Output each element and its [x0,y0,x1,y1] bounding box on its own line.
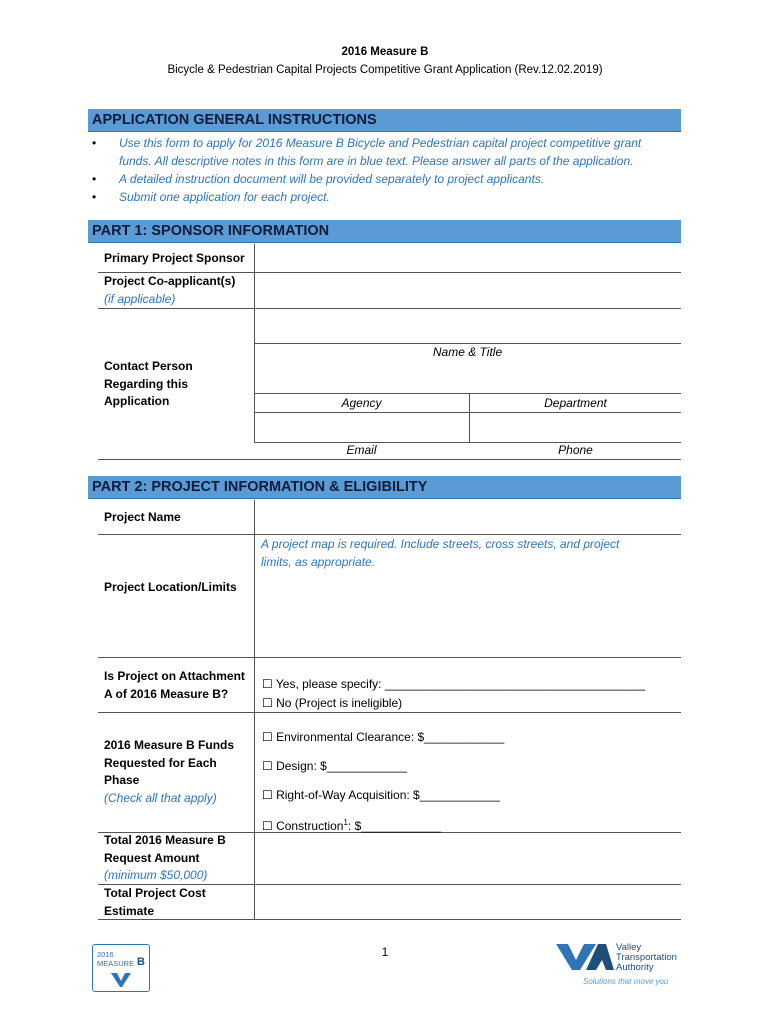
design-checkbox[interactable]: ☐ Design: $____________ [262,759,407,773]
row-divider [98,308,681,309]
instructions-heading: APPLICATION GENERAL INSTRUCTIONS [88,109,681,132]
vta-name-line: Authority [616,962,654,973]
contact-label-line: Regarding this [104,376,189,391]
cost-label-line: Estimate [104,903,155,918]
location-note-line: A project map is required. Include streets, cross streets, and project [261,537,620,551]
project-name-field[interactable] [256,501,680,533]
coapplicant-note: (if applicable) [104,291,176,306]
vta-name [616,943,677,973]
project-location-field[interactable] [256,574,680,656]
attachment-label-line: A of 2016 Measure B? [104,686,229,701]
coapplicant-label [104,273,235,308]
location-note-line: limits, as appropriate. [261,554,376,569]
vta-logo-icon [556,942,614,972]
row-divider [254,343,681,344]
bullet-2: • [92,172,97,186]
construction-amount: : $____________ [347,819,442,833]
total-request-label [104,832,226,885]
total-note: (minimum $50,000) [104,868,208,882]
primary-sponsor-field[interactable] [256,246,680,271]
funds-label-line: 2016 Measure B Funds [104,738,235,752]
email-field[interactable] [256,414,468,441]
row-divider [98,534,681,535]
construction-label: ☐ Construction [262,819,344,833]
attachment-no-checkbox[interactable]: ☐ No (Project is ineligible) [262,696,403,710]
total-cost-field[interactable] [256,886,680,918]
construction-footnote: 1 [343,818,348,827]
total-label-line: Total 2016 Measure B [104,833,226,847]
vta-mark-icon [111,973,133,987]
funds-requested-label [104,737,234,807]
contact-label-line: Application [104,394,170,408]
project-name-label: Project Name [104,510,181,524]
instruction-item-2: A detailed instruction document will be provided separately to project applicants. [119,172,545,186]
contact-person-label [104,358,193,411]
contact-label-line: Contact Person [104,359,193,373]
attachment-label-line: Is Project on Attachment [104,669,245,683]
row-divider [254,412,681,413]
agency-caption: Agency [341,396,382,410]
funds-note: (Check all that apply) [104,790,217,805]
phone-field[interactable] [471,414,680,441]
logo-measure: MEASURE [97,959,135,968]
total-cost-label [104,885,206,920]
bullet-3: • [92,190,97,204]
name-title-field[interactable] [256,310,680,342]
environmental-clearance-checkbox[interactable]: ☐ Environmental Clearance: $____________ [262,730,505,744]
row-divider [98,712,681,713]
vta-name-line: Transportation [616,952,677,963]
row-divider [98,459,681,460]
instructions-list [92,134,682,206]
vta-name-line: Valley [616,942,642,953]
row-divider [254,393,681,394]
agency-department-field[interactable] [256,362,680,392]
attachment-yes-checkbox[interactable]: ☐ Yes, please specify: _______________________________________ [262,677,646,691]
attachment-a-label [104,668,245,703]
document-title: 2016 Measure B [341,46,429,58]
funds-label-line: Requested for Each [104,755,217,770]
cost-label-line: Total Project Cost [104,886,206,900]
part2-heading: PART 2: PROJECT INFORMATION & ELIGIBILITY [88,476,681,499]
vta-tagline: Solutions that move you [583,977,669,986]
part1-heading: PART 1: SPONSOR INFORMATION [88,220,681,243]
instruction-item-3: Submit one application for each project. [119,190,330,204]
bullet-1: • [92,136,97,150]
total-request-field[interactable] [256,834,680,883]
right-of-way-checkbox[interactable]: ☐ Right-of-Way Acquisition: $____________ [262,788,500,802]
department-caption: Department [544,396,607,410]
project-location-label: Project Location/Limits [104,580,237,594]
email-caption: Email [346,443,377,457]
name-title-caption: Name & Title [432,345,503,359]
document-subtitle: Bicycle & Pedestrian Capital Projects Competitive Grant Application (Rev.12.02.2019) [167,64,603,76]
page-number: 1 [381,945,389,959]
part2-column-divider [254,500,255,919]
phone-caption: Phone [558,443,593,457]
funds-label-line: Phase [104,773,140,787]
total-label-line: Request Amount [104,850,200,865]
logo-year: 2016 [97,950,114,959]
instruction-item-1a: Use this form to apply for 2016 Measure B Bicycle and Pedestrian capital project competitive grant [119,136,642,150]
logo-letter: B [137,956,145,968]
coapplicant-field[interactable] [256,274,680,307]
instruction-item-1b: funds. All descriptive notes in this form are in blue text. Please answer all parts of the application. [119,154,634,168]
construction-checkbox[interactable] [262,815,441,834]
primary-sponsor-label: Primary Project Sponsor [104,251,245,265]
location-note [261,536,679,571]
coapplicant-label-text: Project Co-applicant(s) [104,274,236,288]
row-divider [98,657,681,658]
